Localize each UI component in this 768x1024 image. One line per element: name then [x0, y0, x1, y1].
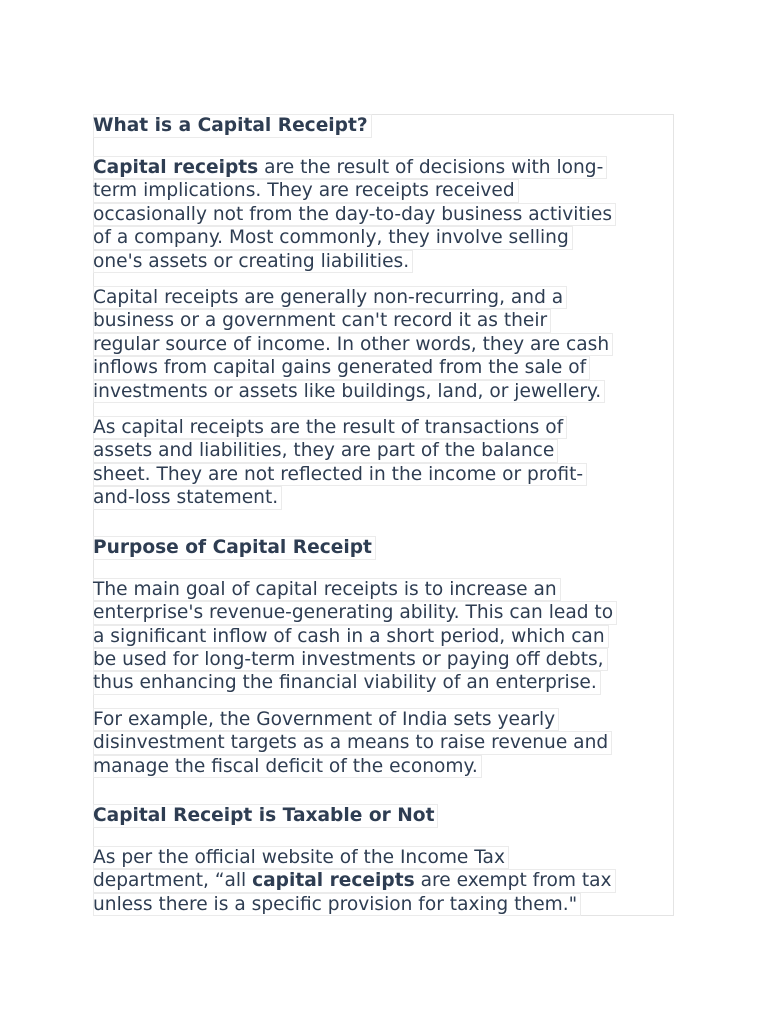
- text-line: be used for long-term investments or paying off debts,: [93, 648, 608, 671]
- text-line: one's assets or creating liabilities.: [93, 250, 413, 273]
- text-line: inflows from capital gains generated from the sale of: [93, 356, 590, 379]
- text-line: The main goal of capital receipts is to increase an: [93, 578, 561, 601]
- text-line: For example, the Government of India sets yearly: [93, 708, 559, 731]
- paragraph-example: [93, 708, 677, 778]
- text-line: of a company. Most commonly, they involve selling: [93, 226, 573, 249]
- text-line: investments or assets like buildings, land, or jewellery.: [93, 380, 605, 403]
- text-run: are the result of decisions with long-: [258, 157, 604, 178]
- heading-text: Purpose of Capital Receipt: [93, 536, 376, 560]
- bold-term: Capital receipts: [93, 157, 259, 178]
- text-line: assets and liabilities, they are part of the balance: [93, 439, 558, 462]
- text-line: Capital receipts are generally non-recurring, and a: [93, 286, 567, 309]
- section-heading-taxable: [93, 804, 677, 828]
- text-run: department, “all: [93, 870, 253, 892]
- bold-term: capital receipts: [252, 870, 415, 892]
- paragraph-balance-sheet: [93, 416, 677, 510]
- heading-text: Capital Receipt is Taxable or Not: [93, 804, 438, 828]
- text-line: regular source of income. In other words, they are cash: [93, 333, 613, 356]
- text-line: enterprise's revenue-generating ability. This can lead to: [93, 601, 617, 624]
- text-line: [93, 869, 616, 892]
- text-line: [93, 156, 607, 179]
- text-line: disinvestment targets as a means to raise revenue and: [93, 731, 612, 754]
- document-content: [93, 114, 677, 916]
- paragraph-definition: [93, 156, 677, 273]
- text-run: are exempt from tax: [414, 870, 612, 892]
- text-line: term implications. They are receipts received: [93, 179, 519, 202]
- text-line: occasionally not from the day-to-day business activities: [93, 203, 616, 226]
- text-line: business or a government can't record it as their: [93, 309, 551, 332]
- text-line: As per the official website of the Income Tax: [93, 846, 509, 869]
- paragraph-tax-exemption: [93, 846, 677, 916]
- paragraph-non-recurring: [93, 286, 677, 403]
- text-line: unless there is a specific provision for taxing them.": [93, 893, 581, 916]
- text-line: a significant inflow of cash in a short period, which can: [93, 625, 609, 648]
- section-heading-purpose: [93, 536, 677, 560]
- text-line: manage the fiscal deficit of the economy.: [93, 755, 482, 778]
- text-line: and-loss statement.: [93, 486, 282, 509]
- heading-text: What is a Capital Receipt?: [93, 114, 372, 138]
- text-line: thus enhancing the financial viability of an enterprise.: [93, 671, 601, 694]
- section-heading-what-is: [93, 114, 677, 138]
- paragraph-main-goal: [93, 578, 677, 695]
- text-line: As capital receipts are the result of transactions of: [93, 416, 567, 439]
- text-line: sheet. They are not reflected in the income or profit-: [93, 463, 587, 486]
